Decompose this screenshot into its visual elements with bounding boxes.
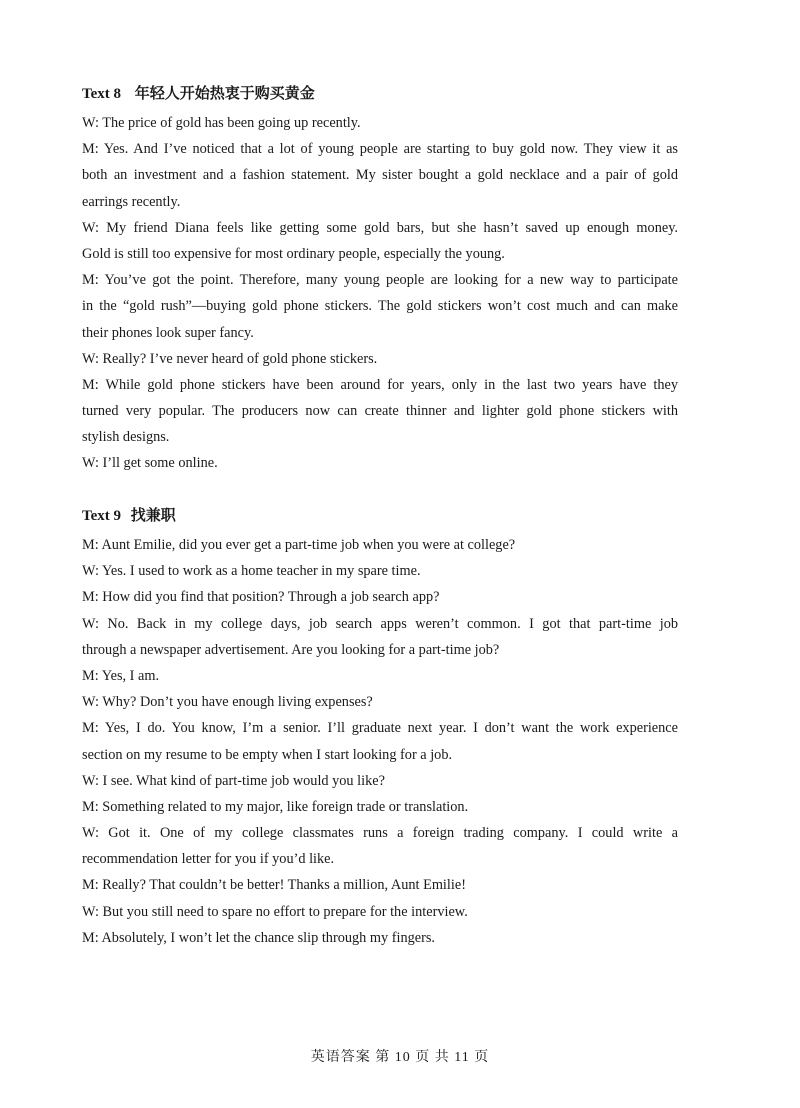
- dialogue-line: M: Yes. And I’ve noticed that a lot of young people are starting to buy gold now. They view it as: [82, 141, 678, 158]
- dialogue-line: recommendation letter for you if you’d like.: [82, 851, 335, 868]
- dialogue-line: earrings recently.: [82, 193, 181, 210]
- dialogue-line: both an investment and a fashion statement. My sister bought a gold necklace and a pair of gold: [82, 167, 678, 184]
- text-9-label: Text 9: [82, 508, 122, 524]
- dialogue-line: W: I’ll get some online.: [82, 455, 218, 472]
- dialogue-line: M: Something related to my major, like foreign trade or translation.: [82, 798, 469, 815]
- dialogue-line: W: Really? I’ve never heard of gold phone stickers.: [82, 350, 378, 367]
- dialogue-line: their phones look super fancy.: [82, 324, 254, 341]
- dialogue-line: section on my resume to be empty when I start looking for a job.: [82, 746, 453, 763]
- text-8-title: 年轻人开始热衷于购买黄金: [134, 86, 315, 102]
- text-9-heading: [82, 506, 678, 526]
- text-8-heading: [82, 84, 678, 104]
- dialogue-line: M: Really? That couldn’t be better! Thanks a million, Aunt Emilie!: [82, 877, 466, 894]
- dialogue-line: W: Got it. One of my college classmates runs a foreign trading company. I could write a: [82, 825, 678, 842]
- dialogue-line: turned very popular. The producers now can create thinner and lighter gold phone stickers with: [82, 403, 678, 420]
- dialogue-line: stylish designs.: [82, 429, 170, 446]
- dialogue-line: W: No. Back in my college days, job search apps weren’t common. I got that part-time job: [82, 615, 678, 632]
- page-footer: 英语答案 第 10 页 共 11 页: [310, 1050, 490, 1065]
- dialogue-line: W: Yes. I used to work as a home teacher in my spare time.: [82, 563, 421, 580]
- dialogue-line: M: How did you find that position? Through a job search app?: [82, 589, 440, 606]
- dialogue-line: W: Why? Don’t you have enough living expenses?: [82, 694, 373, 711]
- dialogue-line: M: You’ve got the point. Therefore, many young people are looking for a new way to participate: [82, 272, 678, 289]
- dialogue-line: through a newspaper advertisement. Are you looking for a part-time job?: [82, 641, 500, 658]
- dialogue-line: M: Yes, I am.: [82, 667, 160, 684]
- text-9-title: 找兼职: [130, 508, 176, 524]
- dialogue-line: M: Absolutely, I won’t let the chance slip through my fingers.: [82, 929, 435, 946]
- text-8-section: [82, 84, 678, 477]
- text-9-section: [82, 506, 678, 951]
- dialogue-line: M: Aunt Emilie, did you ever get a part-time job when you were at college?: [82, 537, 516, 553]
- dialogue-line: Gold is still too expensive for most ordinary people, especially the young.: [82, 245, 505, 262]
- dialogue-line: M: Yes, I do. You know, I’m a senior. I’ll graduate next year. I don’t want the work experience: [82, 720, 678, 737]
- dialogue-line: W: I see. What kind of part-time job would you like?: [82, 772, 385, 789]
- text-8-label: Text 8: [82, 86, 122, 102]
- dialogue-line: M: While gold phone stickers have been around for years, only in the last two years have they: [82, 376, 678, 393]
- dialogue-line: W: The price of gold has been going up recently.: [82, 115, 361, 131]
- dialogue-line: W: But you still need to spare no effort to prepare for the interview.: [82, 903, 468, 920]
- dialogue-line: W: My friend Diana feels like getting some gold bars, but she hasn’t saved up enough money.: [82, 219, 678, 236]
- dialogue-line: in the “gold rush”—buying gold phone stickers. The gold stickers won’t cost much and can make: [82, 298, 678, 315]
